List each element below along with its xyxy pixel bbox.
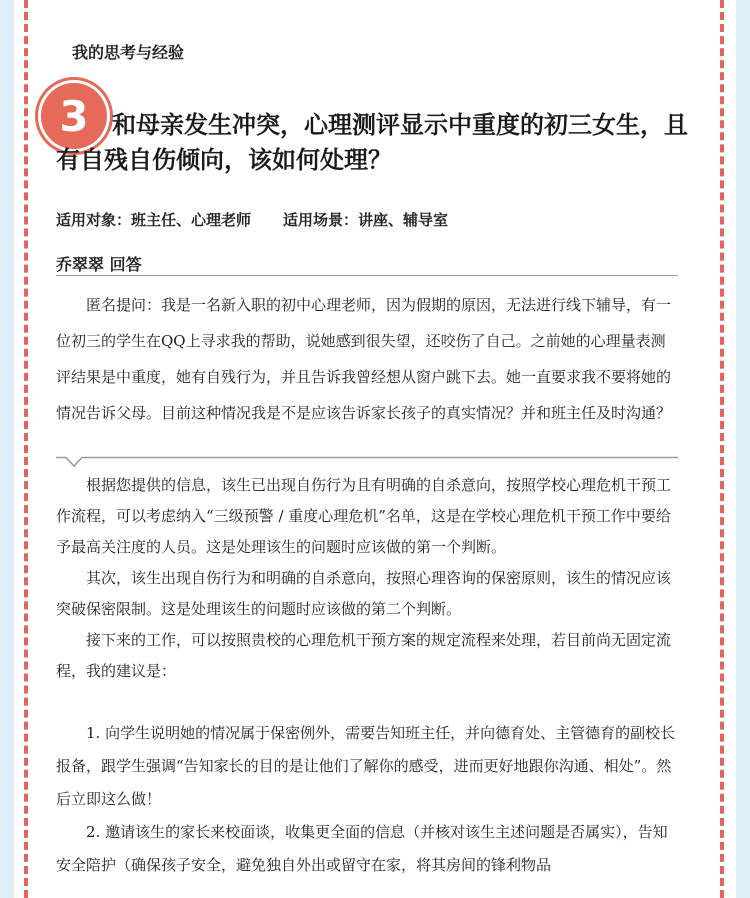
question-title: 和母亲发生冲突，心理测评显示中重度的初三女生，且有自残自伤倾向，该如何处理？ [56,111,688,174]
question-number-badge: 3 [41,83,107,149]
divider-top [56,275,678,276]
paragraph: 根据您提供的信息，该生已出现自伤行为且有明确的自杀意向，按照学校心理危机干预工作流程，可以考虑纳入“三级预警 / 重度心理危机”名单，这是在学校心理危机干预工作中要给予最高关注度的人员。这是处理该生的问题时应该做的第一个判断。 [56,476,672,556]
right-dashed-border [720,0,724,898]
paragraph: 接下来的工作，可以按照贵校的心理危机干预方案的规定流程来处理，若目前尚无固定流程，我的建议是： [56,631,672,680]
section-label: 我的思考与经验 [72,43,185,62]
answerer: 乔翠翠 回答 [56,255,142,274]
left-dashed-border [24,0,28,898]
anonymous-question: 匿名提问：我是一名新入职的初中心理老师，因为假期的原因，无法进行线下辅导，有一位初三的学生在QQ上寻求我的帮助，说她感到很失望，还咬伤了自己。之前她的心理量表测评结果是中重度，她有自残行为，并且告诉我曾经想从窗户跳下去。她一直要求我不要将她的情况告诉父母。目前这种情况我是不是应该告诉家长孩子的真实情况？并和班主任及时沟通？ [56,296,672,422]
page [14,0,736,898]
spacer [56,687,678,717]
meta-line [56,209,448,230]
target-audience: 适用对象：班主任、心理老师 [56,211,252,229]
list-item: 2. 邀请该生的家长来校面谈，收集更全面的信息（并核对该生主述问题是否属实），告知安全陪护（确保孩子安全，避免独自外出或留守在家，将其房间的锋利物品 [56,823,668,874]
answer-body [56,470,678,882]
usage-scene: 适用场景：讲座、辅导室 [283,211,449,229]
speech-bubble-divider [56,456,678,468]
paragraph: 其次，该生出现自伤行为和明确的自杀意向，按照心理咨询的保密原则，该生的情况应该突破保密限制。这是处理该生的问题时应该做的第二个判断。 [56,569,672,618]
list-item: 1. 向学生说明她的情况属于保密例外，需要告知班主任，并向德育处、主管德育的副校长报备，跟学生强调“告知家长的目的是让他们了解你的感受，进而更好地跟你沟通、相处”。然后立即这么做！ [56,724,676,808]
